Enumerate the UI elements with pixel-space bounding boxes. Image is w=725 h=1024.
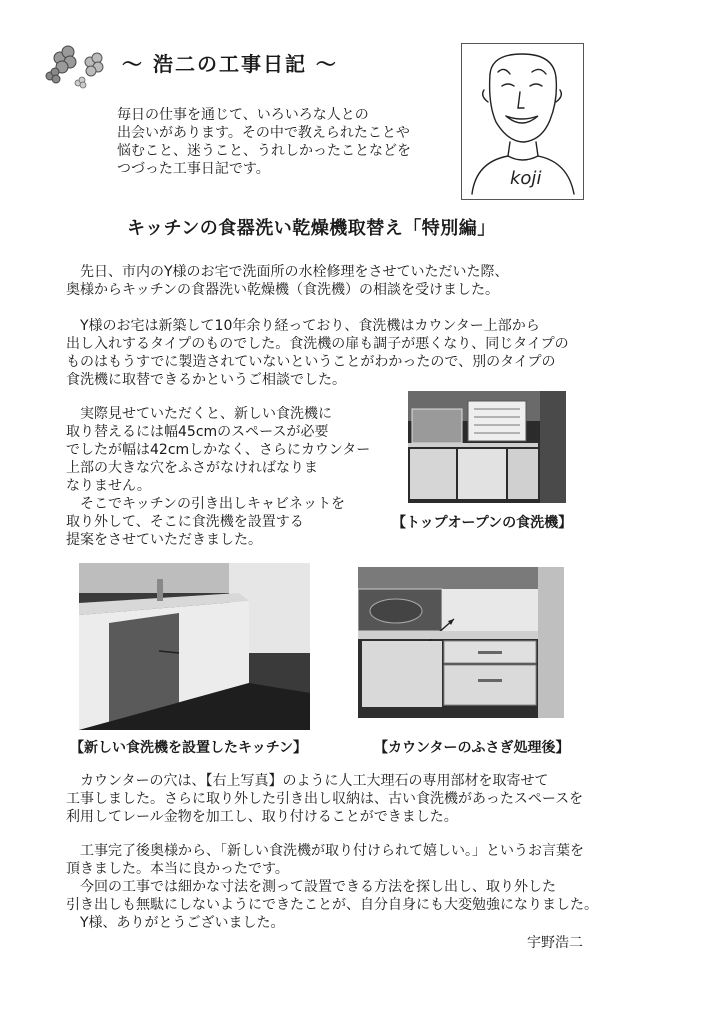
text-line: 引き出しも無駄にしないようにできたことが、自分自身にも大変勉強になりました。 xyxy=(66,897,598,913)
text-line: でしたが幅は42cmしかなく、さらにカウンター xyxy=(66,442,371,458)
clover-decoration xyxy=(40,42,116,98)
text-line: 頂きました。本当に良かったです。 xyxy=(66,861,289,877)
paragraph-3 xyxy=(66,405,370,549)
text-line: 奥様からキッチンの食器洗い乾燥機（食洗機）の相談を受けました。 xyxy=(66,282,500,298)
text-line: 工事完了後奥様から、「新しい食洗機が取り付けられて嬉しい。」というお言葉を xyxy=(66,843,584,859)
paragraph-4 xyxy=(66,772,583,826)
intro-line: 出会いがあります。その中で教えられたことや xyxy=(117,125,410,141)
text-line: 工事しました。さらに取り外した引き出し収納は、古い食洗機があったスペースを xyxy=(66,791,584,807)
caption-new-kitchen: 【新しい食洗機を設置したキッチン】 xyxy=(70,740,308,756)
text-line: カウンターの穴は、【右上写真】のように人工大理石の専用部材を取寄せて xyxy=(66,773,549,789)
text-line: Y様、ありがとうございました。 xyxy=(66,915,285,931)
article-title: キッチンの食器洗い乾燥機取替え「特別編」 xyxy=(127,218,496,239)
intro-line: 毎日の仕事を通じて、いろいろな人との xyxy=(117,107,369,123)
text-line: 取り替えるには幅45cmのスペースが必要 xyxy=(66,424,329,440)
text-line: 利用してレール金物を加工し、取り付けることができました。 xyxy=(66,809,458,825)
text-line: 上部の大きな穴をふさがなければなりま xyxy=(66,460,318,476)
intro-text xyxy=(117,106,447,178)
photo-counter-after xyxy=(358,567,564,718)
text-line: 今回の工事では細かな寸法を測って設置できる方法を探し出し、取り外した xyxy=(66,879,556,895)
text-line: 取り外して、そこに食洗機を設置する xyxy=(66,514,304,530)
paragraph-5 xyxy=(66,842,598,932)
intro-line: 悩むこと、迷うこと、うれしかったことなどを xyxy=(117,143,411,159)
text-line: 食洗機に取替できるかというご相談でした。 xyxy=(66,372,346,388)
text-line: なりません。 xyxy=(66,478,151,494)
intro-line: つづった工事日記です。 xyxy=(117,161,270,177)
diary-title: ～ 浩二の工事日記 ～ xyxy=(122,52,338,76)
photo-new-kitchen xyxy=(79,563,310,730)
text-line: 先日、市内のY様のお宅で洗面所の水栓修理をさせていただいた際、 xyxy=(66,264,509,280)
photo-top-open-dishwasher xyxy=(408,391,566,503)
caption-counter-after: 【カウンターのふさぎ処理後】 xyxy=(374,740,570,756)
text-line: 提案をさせていただきました。 xyxy=(66,532,262,548)
text-line: 出し入れするタイプのものでした。食洗機の扉も調子が悪くなり、同じタイプの xyxy=(66,336,569,352)
text-line: 実際見せていただくと、新しい食洗機に xyxy=(66,406,332,422)
caption-top-open: 【トップオープンの食洗機】 xyxy=(392,515,573,531)
paragraph-1 xyxy=(66,263,509,299)
text-line: そこでキッチンの引き出しキャビネットを xyxy=(66,496,346,512)
text-line: Y様のお宅は新築して10年余り経っており、食洗機はカウンター上部から xyxy=(66,318,540,334)
author-portrait xyxy=(461,43,584,200)
portrait-sketch xyxy=(462,44,583,199)
portrait-signature: koji xyxy=(510,168,542,189)
author-signature: 宇野浩二 xyxy=(527,935,583,951)
paragraph-2 xyxy=(66,317,569,389)
text-line: ものはもうすでに製造されていないということがわかったので、別のタイプの xyxy=(66,354,556,370)
